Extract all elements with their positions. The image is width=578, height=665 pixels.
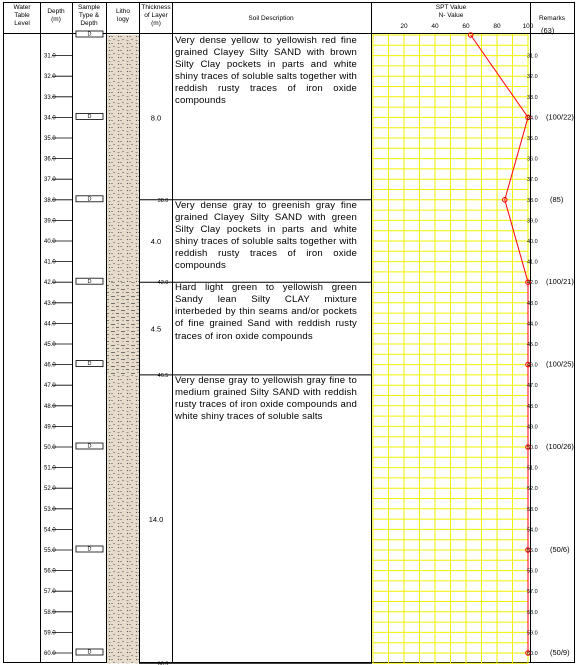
depth-tick-label: 53.0 — [44, 506, 56, 513]
remarks-depth-label: 54.0 — [527, 527, 538, 534]
depth-scale — [44, 54, 72, 657]
header-depth — [47, 8, 65, 23]
depth-tick-label: 42.0 — [44, 280, 56, 287]
remarks-depth-label: 42.0 — [527, 280, 538, 287]
remarks-depth-label: 49.0 — [527, 424, 538, 431]
depth-tick-label: 33.0 — [44, 94, 56, 101]
sample-markers — [76, 31, 103, 656]
depth-tick-label: 52.0 — [44, 486, 56, 493]
spt-x-tick-label: 40 — [431, 23, 439, 30]
layer-thickness-label: 8.0 — [150, 113, 162, 123]
remarks-depth-label: 35.0 — [527, 136, 538, 142]
header-sample-line: Sample — [77, 4, 101, 11]
layer-bottom-depth-label: 46.5 — [157, 372, 169, 379]
remarks-depth-label: 47.0 — [527, 383, 538, 390]
spt-axis-ticks — [400, 23, 533, 30]
remarks-depth-label: 56.0 — [527, 568, 538, 575]
spt-x-tick-label: 100 — [522, 23, 534, 30]
remarks-depth-label: 44.0 — [527, 321, 538, 328]
depth-tick-label: 46.0 — [44, 362, 56, 369]
depth-tick-label: 31.0 — [44, 53, 56, 60]
header-sample-line: Type & — [78, 12, 100, 19]
layer-bottom-depth-label: 42.0 — [157, 280, 169, 287]
sample-marker-label: D — [87, 31, 92, 38]
depth-tick-label: 60.0 — [44, 651, 56, 657]
sample-marker-label: D — [87, 361, 92, 368]
depth-tick-label: 57.0 — [44, 589, 56, 596]
remark-label: (100/26) — [546, 442, 574, 451]
depth-tick-label: 56.0 — [44, 568, 56, 575]
depth-tick-label: 51.0 — [44, 465, 56, 472]
sample-marker-label: D — [87, 443, 92, 450]
layer-bottom-depth-label: 38.0 — [157, 197, 169, 204]
remarks-depth-label: 50.0 — [527, 445, 538, 451]
depth-tick-label: 54.0 — [44, 527, 56, 534]
remarks-depth-label: 58.0 — [527, 609, 538, 616]
sample-marker-label: D — [87, 546, 92, 553]
header-spt-title: SPT Value — [435, 4, 467, 11]
remarks-depth-label: 51.0 — [527, 465, 538, 472]
header-soil-description: Soil Description — [248, 15, 294, 22]
remarks-depth-label: 43.0 — [527, 300, 538, 307]
header-sample-line: Depth — [80, 20, 98, 27]
header-lithology-line: Litho — [115, 8, 131, 15]
layer-thickness-label: 4.5 — [150, 324, 162, 334]
depth-tick-label: 50.0 — [44, 445, 56, 451]
header-thickness-line: of Layer — [144, 12, 168, 19]
spt-x-tick-label: 20 — [400, 23, 408, 30]
remarks-depth-label: 41.0 — [527, 259, 538, 266]
header-thickness-line: Thickness — [141, 4, 171, 11]
remark-label: (100/22) — [546, 112, 574, 122]
header-water-table — [13, 4, 31, 27]
remarks-depth-label: 38.0 — [527, 197, 538, 204]
depth-tick-label: 48.0 — [44, 403, 56, 410]
remarks-depth-label: 60.0 — [527, 651, 538, 657]
depth-tick-label: 55.0 — [44, 548, 56, 554]
header-water-table-line: Water — [13, 4, 31, 11]
remarks-depth-label: 53.0 — [527, 506, 538, 513]
spt-grid — [373, 34, 528, 663]
depth-tick-label: 41.0 — [44, 259, 56, 266]
lithology-layer — [107, 375, 139, 663]
remark-label: (100/25) — [546, 359, 574, 369]
sample-marker-label: D — [87, 114, 92, 120]
remark-label: (100/21) — [546, 277, 574, 287]
header-remarks: Remarks — [538, 15, 566, 22]
header-sample — [78, 4, 100, 27]
soil-description-text: Hard light green to yellowish green Sandy lean Silty CLAY mixture interbeded by thin seams and/or pockets of fine grained Sand with reddish rusty traces of iron oxide compounds — [175, 282, 357, 342]
depth-tick-label: 40.0 — [44, 239, 56, 245]
remark-label: (85) — [550, 194, 564, 204]
remarks-depth-label: 33.0 — [527, 94, 538, 101]
remark-label: (63) — [541, 26, 555, 35]
remarks-depth-label: 55.0 — [527, 548, 538, 554]
header-spt-subtitle: N- Value — [438, 12, 464, 19]
remarks-depth-label: 37.0 — [527, 177, 538, 184]
lithology-column — [107, 35, 139, 663]
layer-thickness-label: 4.0 — [150, 237, 162, 246]
spt-x-tick-label: 60 — [462, 23, 470, 30]
depth-tick-label: 34.0 — [44, 115, 56, 122]
depth-tick-label: 38.0 — [44, 197, 56, 204]
soil-description-text: Very dense gray to greenish gray fine grained Clayey Silty SAND with green Silty Clay pockets in parts and white shiny traces of soluble salts together with reddish rusty traces of iron oxide compounds — [175, 199, 357, 272]
header-lithology-line: logy — [117, 16, 129, 23]
sample-marker-label: D — [87, 278, 92, 285]
remarks-depth-label: 52.0 — [527, 486, 538, 493]
header-depth-line: (m) — [51, 16, 61, 23]
depth-tick-label: 43.0 — [44, 300, 56, 307]
depth-tick-label: 35.0 — [44, 136, 56, 142]
depth-tick-label: 39.0 — [44, 218, 56, 225]
header-thickness — [141, 4, 171, 27]
lithology-layer — [107, 35, 139, 200]
sample-marker-label: D — [87, 196, 92, 203]
layer-thickness-label: 14.0 — [148, 515, 164, 525]
remarks-depth-label: 45.0 — [527, 342, 538, 348]
header-water-table-line: Level — [14, 20, 30, 27]
spt-x-tick-label: 80 — [493, 23, 501, 30]
remarks-depth-label: 39.0 — [527, 218, 538, 225]
layer-boundaries — [139, 113, 372, 665]
header-thickness-line: (m) — [151, 20, 161, 27]
depth-tick-label: 59.0 — [44, 630, 56, 637]
soil-description-text: Very dense gray to yellowish gray fine to medium grained Silty SAND with reddish rusty traces of iron oxide compounds and white shiny traces of soluble salts — [175, 374, 357, 423]
layer-bottom-depth-label: 60.5 — [157, 661, 169, 665]
soil-description-text: Very dense yellow to yellowish red fine grained Clayey Silty SAND with brown Silty Clay pockets in parts and white shiny traces of soluble salts together with reddish rusty traces of iron oxide compounds — [175, 35, 357, 107]
header-lithology — [116, 8, 130, 23]
remarks-depth-label: 32.0 — [527, 74, 538, 81]
remarks-depth-label: 59.0 — [527, 630, 538, 637]
outer-frame — [4, 3, 575, 663]
remarks-depth-label: 31.0 — [527, 53, 538, 60]
remarks-depth-label: 34.0 — [527, 115, 538, 122]
depth-tick-label: 37.0 — [44, 177, 56, 184]
depth-tick-label: 36.0 — [44, 156, 56, 163]
remarks-depth-label: 36.0 — [527, 156, 538, 163]
header-water-table-line: Table — [14, 12, 30, 19]
depth-tick-label: 58.0 — [44, 609, 56, 616]
depth-tick-label: 32.0 — [44, 74, 56, 81]
remarks-depth-label: 48.0 — [527, 403, 538, 410]
lithology-layer — [107, 200, 139, 282]
remarks-depth-label: 40.0 — [527, 239, 538, 245]
remark-label: (50/6) — [550, 545, 570, 554]
remarks-depth-label: 46.0 — [527, 362, 538, 369]
depth-tick-label: 47.0 — [44, 383, 56, 390]
depth-tick-label: 44.0 — [44, 321, 56, 328]
lithology-layer — [107, 282, 139, 375]
header-depth-line: Depth — [47, 8, 65, 15]
depth-tick-label: 49.0 — [44, 424, 56, 431]
depth-tick-label: 45.0 — [44, 342, 56, 348]
remarks-depth-label: 57.0 — [527, 589, 538, 596]
remark-label: (50/9) — [550, 648, 570, 657]
sample-marker-label: D — [87, 649, 92, 656]
remarks-column — [527, 26, 574, 657]
